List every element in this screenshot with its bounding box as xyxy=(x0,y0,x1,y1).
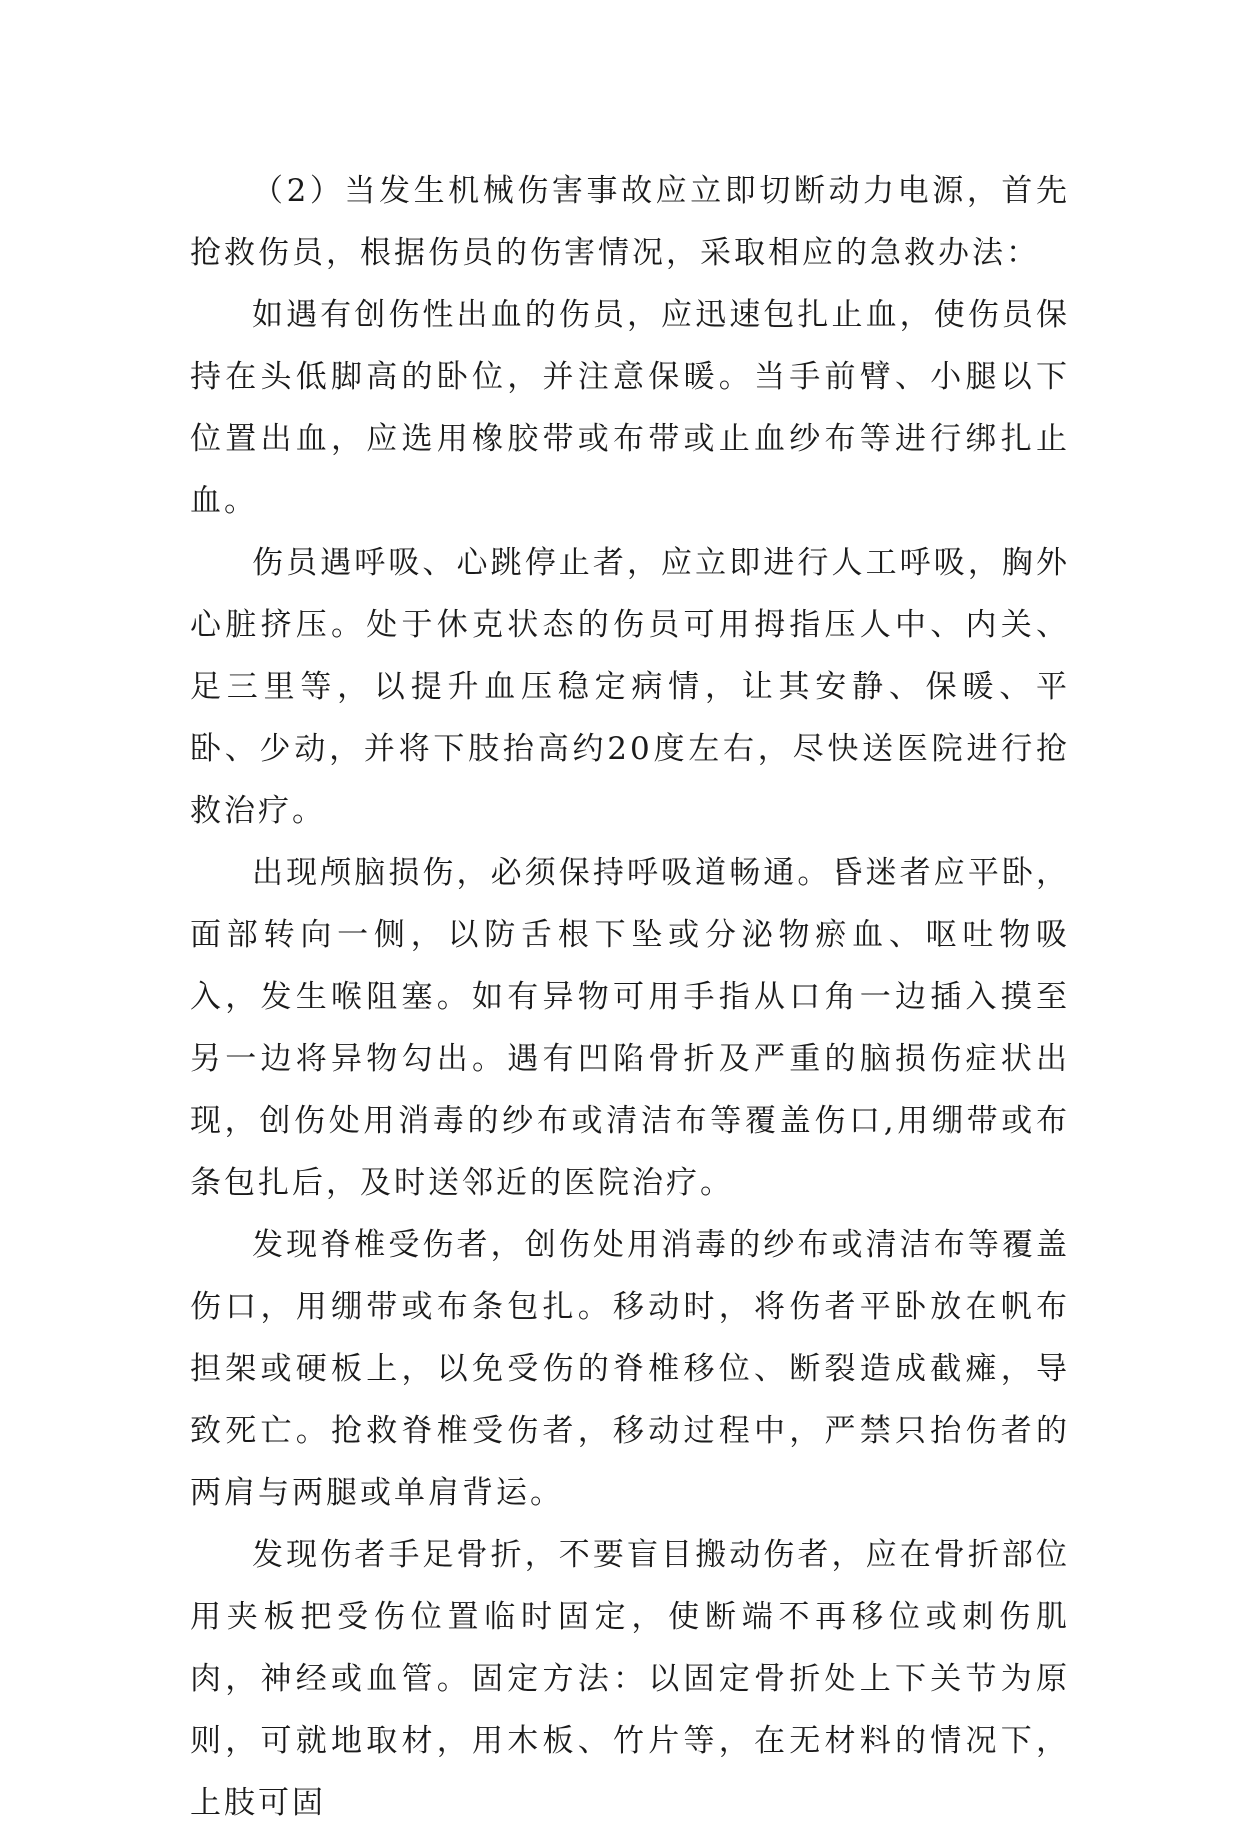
paragraph-limb-fracture: 发现伤者手足骨折，不要盲目搬动伤者，应在骨折部位用夹板把受伤位置临时固定，使断端不再移位或刺伤肌肉，神经或血管。固定方法：以固定骨折处上下关节为原则，可就地取材，用木板、竹片等，在无材料的情况下，上肢可固 xyxy=(190,1537,1070,1821)
document-body xyxy=(190,160,1070,1834)
paragraph-mechanical-injury-intro: （2）当发生机械伤害事故应立即切断动力电源，首先抢救伤员，根据伤员的伤害情况，采取相应的急救办法： xyxy=(190,173,1070,271)
paragraph-head-injury: 出现颅脑损伤，必须保持呼吸道畅通。昏迷者应平卧，面部转向一侧，以防舌根下坠或分泌物瘀血、呕吐物吸入，发生喉阻塞。如有异物可用手指从口角一边插入摸至另一边将异物勾出。遇有凹陷骨折及严重的脑损伤症状出现，创伤处用消毒的纱布或清洁布等覆盖伤口,用绷带或布条包扎后，及时送邻近的医院治疗。 xyxy=(190,855,1070,1201)
paragraph-cardiac-arrest: 伤员遇呼吸、心跳停止者，应立即进行人工呼吸，胸外心脏挤压。处于休克状态的伤员可用拇指压人中、内关、足三里等，以提升血压稳定病情，让其安静、保暖、平卧、少动，并将下肢抬高约20度左右，尽快送医院进行抢救治疗。 xyxy=(190,545,1070,829)
paragraph-bleeding: 如遇有创伤性出血的伤员，应迅速包扎止血，使伤员保持在头低脚高的卧位，并注意保暖。当手前臂、小腿以下位置出血，应选用橡胶带或布带或止血纱布等进行绑扎止血。 xyxy=(190,297,1070,519)
paragraph-spine-injury: 发现脊椎受伤者，创伤处用消毒的纱布或清洁布等覆盖伤口，用绷带或布条包扎。移动时，将伤者平卧放在帆布担架或硬板上，以免受伤的脊椎移位、断裂造成截瘫，导致死亡。抢救脊椎受伤者，移动过程中，严禁只抬伤者的两肩与两腿或单肩背运。 xyxy=(190,1227,1070,1511)
